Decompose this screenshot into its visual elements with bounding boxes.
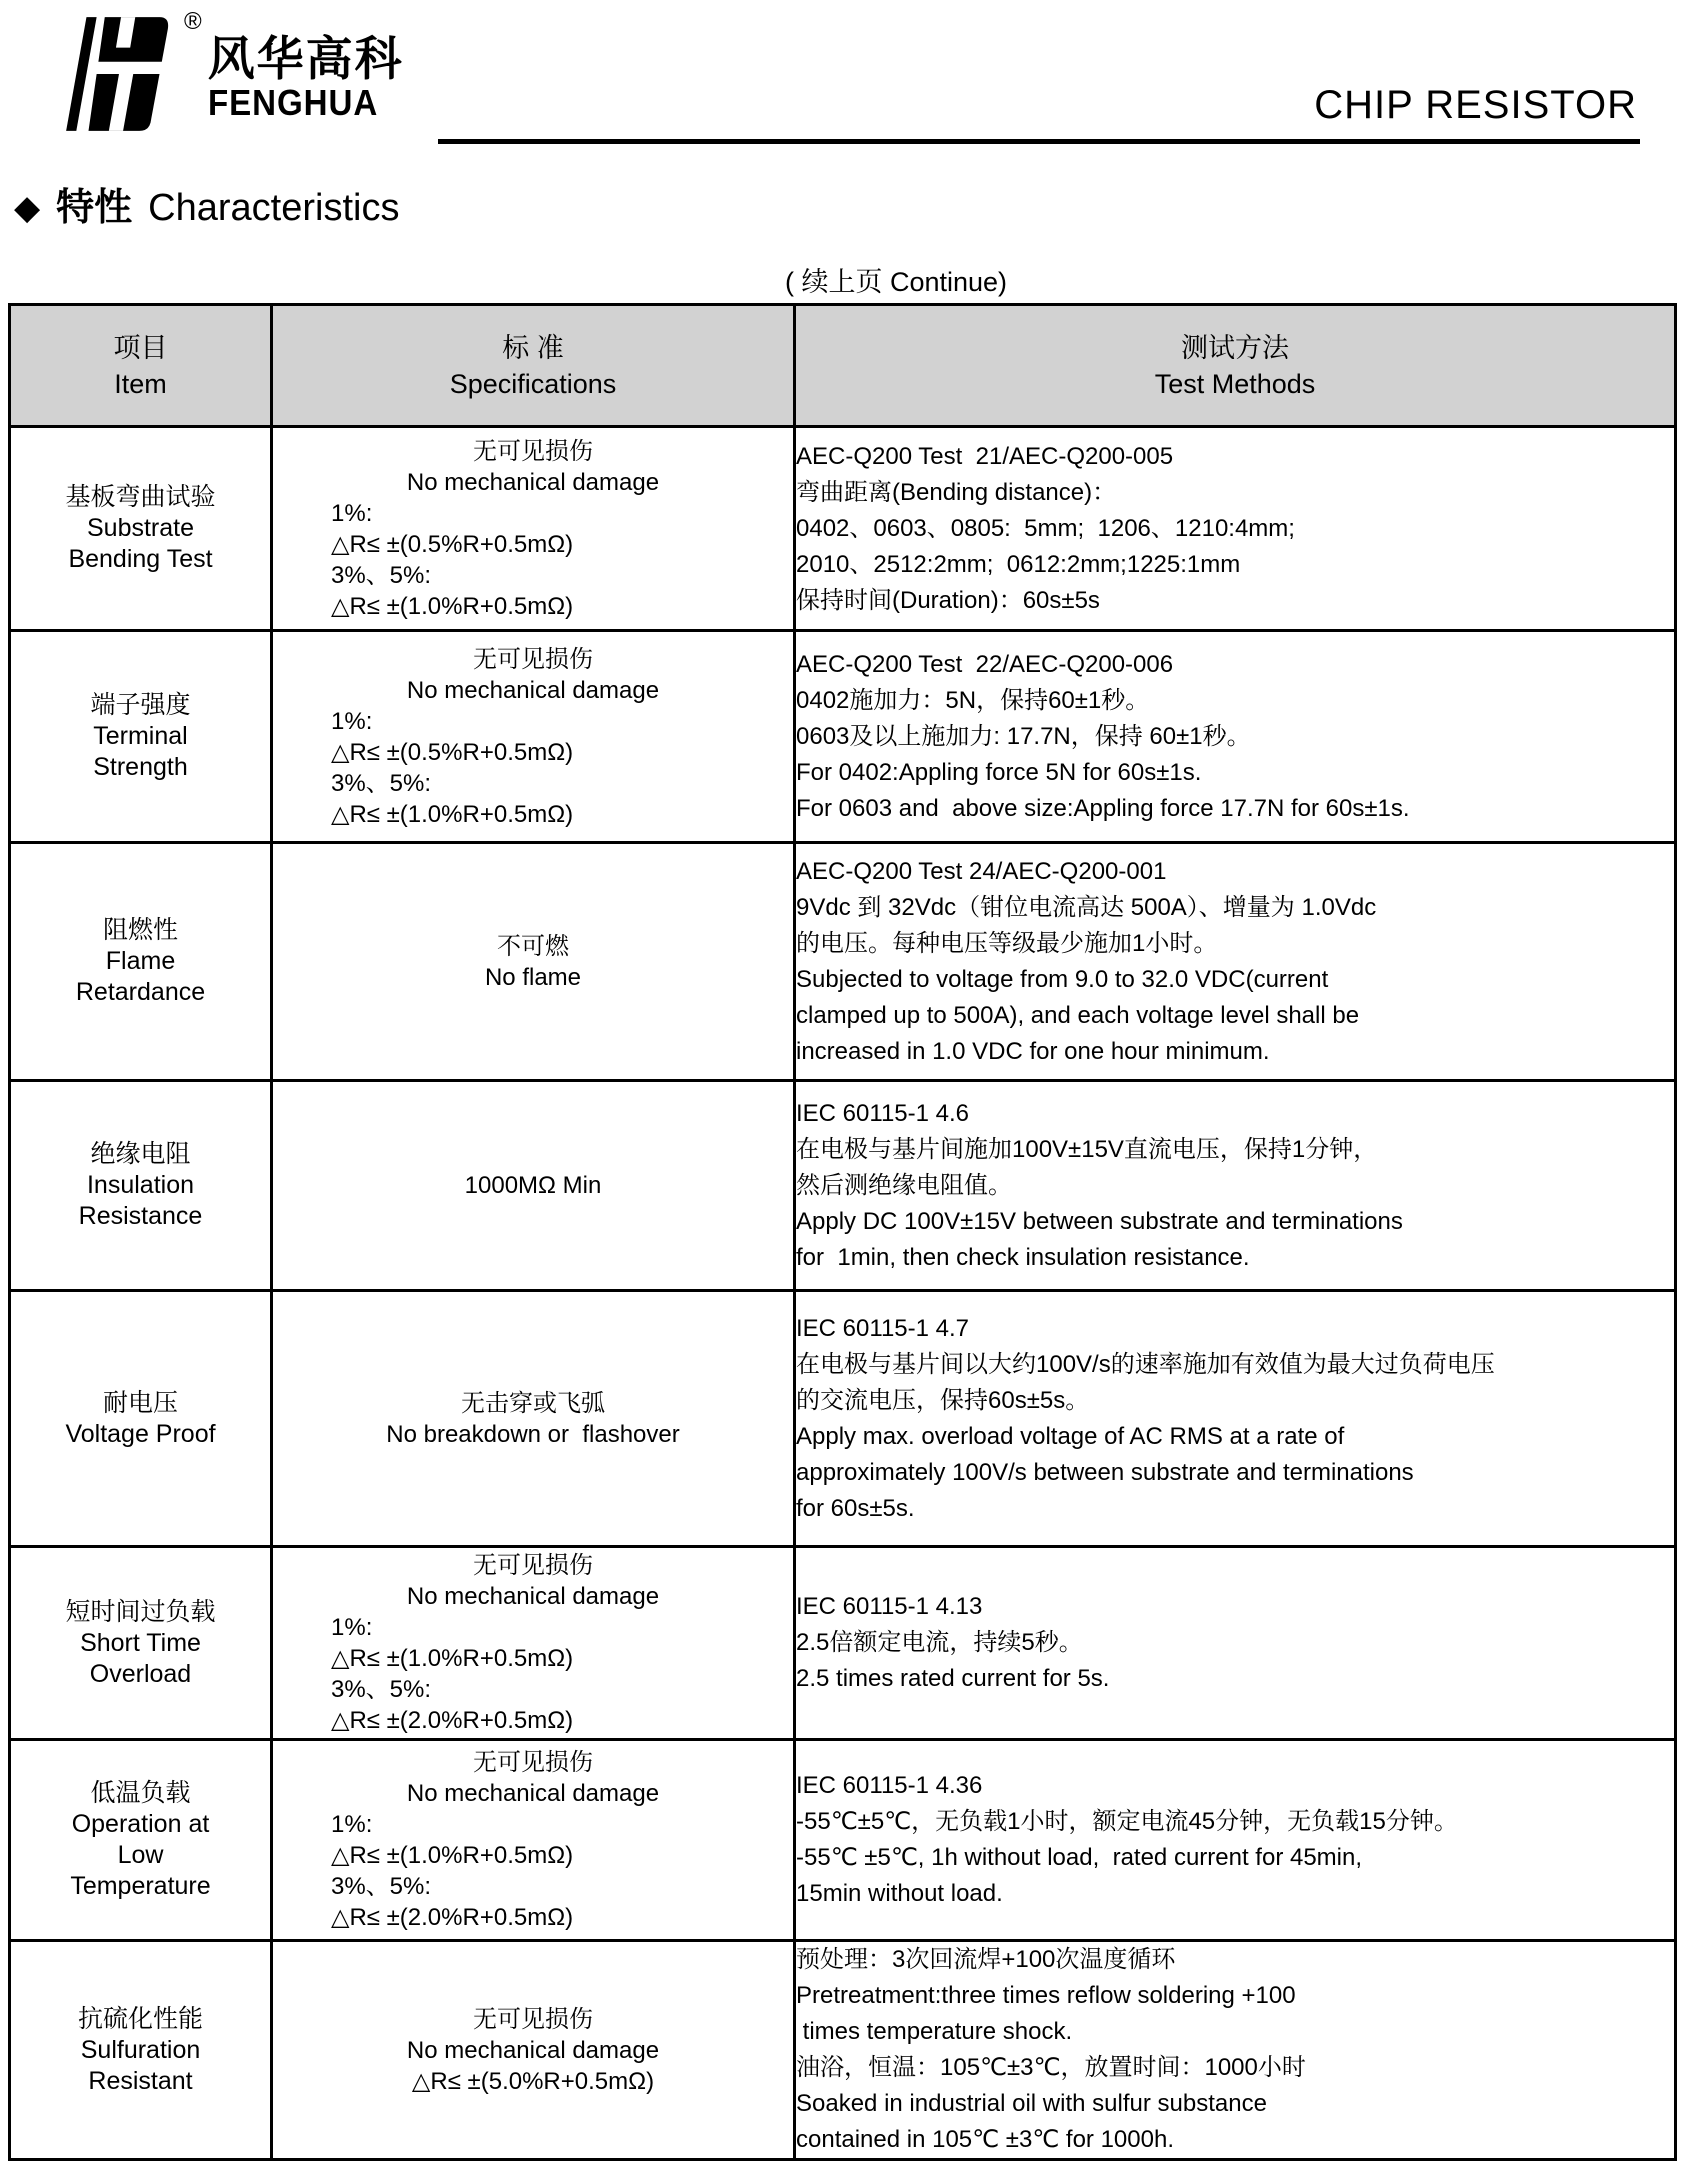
text-line: 2010、2512:2mm; 0612:2mm;1225:1mm: [796, 550, 1241, 578]
text-line: 油浴，恒温：105℃±3℃，放置时间：1000小时: [796, 2054, 1306, 2081]
spec-cell: [272, 1081, 795, 1291]
text-line: Voltage Proof: [65, 1419, 216, 1448]
text-line: 无击穿或飞弧: [461, 1389, 605, 1417]
text-line: 3%、5%:: [331, 1873, 432, 1900]
spec-left-lines: [273, 706, 793, 830]
header-row: [10, 305, 1676, 427]
text-line: increased in 1.0 VDC for one hour minimum.: [796, 1037, 1270, 1065]
text-line: IEC 60115-1 4.36: [796, 1772, 983, 1799]
text-line: Soaked in industrial oil with sulfur substance: [796, 2090, 1267, 2117]
text-line: 抗硫化性能: [77, 2004, 203, 2033]
text-line: 3%、5%:: [331, 561, 432, 589]
text-line: 耐电压: [102, 1388, 178, 1417]
spec-center-lines: [273, 931, 793, 993]
text-line: △R≤ ±(1.0%R+0.5mΩ): [331, 800, 574, 828]
text-line: 的电压。每种电压等级最少施加1小时。: [796, 929, 1218, 957]
text-line: contained in 105℃ ±3℃ for 1000h.: [796, 2126, 1174, 2153]
text-line: 1000MΩ Min: [464, 1172, 602, 1199]
table-row: [10, 1081, 1676, 1291]
col-header-en: Test Methods: [1154, 368, 1316, 399]
text-line: Temperature: [70, 1872, 211, 1900]
text-line: Resistant: [88, 2066, 193, 2095]
text-line: Retardance: [75, 978, 206, 1006]
methods-cell: [795, 1291, 1676, 1547]
section-title-zh: 特性: [56, 187, 133, 229]
methods-cell: [795, 1941, 1676, 2160]
brand-name-zh: 风华高科: [207, 32, 404, 85]
text-line: 基板弯曲试验: [65, 483, 216, 511]
text-line: 3%、5%:: [331, 1676, 432, 1703]
text-line: 2.5 times rated current for 5s.: [796, 1665, 1110, 1692]
table-body: [10, 427, 1676, 2160]
text-line: Operation at: [71, 1810, 210, 1838]
text-line: No flame: [484, 963, 582, 991]
text-line: Overload: [89, 1659, 192, 1688]
text-line: 2.5倍额定电流，持续5秒。: [796, 1629, 1083, 1656]
logo-text: [208, 34, 404, 122]
text-line: 保持时间(Duration)：60s±5s: [796, 586, 1100, 614]
text-line: △R≤ ±(2.0%R+0.5mΩ): [331, 1904, 574, 1931]
methods-cell: [795, 843, 1676, 1081]
text-line: Short Time: [80, 1628, 201, 1657]
table-row: [10, 427, 1676, 631]
text-line: Bending Test: [68, 545, 213, 573]
item-cell: [10, 1740, 272, 1941]
spec-center-lines: [273, 2004, 793, 2097]
text-line: Resistance: [78, 1202, 203, 1230]
item-cell: [10, 843, 272, 1081]
text-line: -55℃ ±5℃, 1h without load, rated current for 45min,: [796, 1844, 1363, 1871]
text-line: 0402、0603、0805: 5mm; 1206、1210:4mm;: [796, 514, 1295, 542]
spec-cell: [272, 427, 795, 631]
text-line: 端子强度: [90, 691, 191, 719]
text-line: △R≤ ±(0.5%R+0.5mΩ): [331, 738, 574, 766]
col-header-zh: 测试方法: [1181, 332, 1289, 363]
item-cell: [10, 631, 272, 843]
table-row: [10, 1547, 1676, 1740]
text-line: No mechanical damage: [406, 1780, 660, 1807]
text-line: IEC 60115-1 4.6: [796, 1099, 970, 1127]
text-line: 无可见损伤: [473, 1552, 593, 1579]
text-line: 1%:: [331, 499, 373, 527]
item-cell: [10, 427, 272, 631]
text-line: Subjected to voltage from 9.0 to 32.0 VDC(current: [796, 965, 1329, 993]
registered-trademark-icon: ®: [184, 8, 202, 35]
text-line: Insulation: [86, 1171, 195, 1199]
fenghua-logo: [58, 10, 404, 138]
table-row: [10, 1941, 1676, 2160]
spec-cell: [272, 1291, 795, 1547]
spec-cell: [272, 1740, 795, 1941]
text-line: 0603及以上施加力: 17.7N，保持 60±1秒。: [796, 722, 1251, 750]
characteristics-table: [8, 303, 1677, 2161]
text-line: 弯曲距离(Bending distance)：: [796, 478, 1117, 506]
text-line: IEC 60115-1 4.13: [796, 1593, 983, 1620]
text-line: 然后测绝缘电阻值。: [796, 1171, 1012, 1199]
text-line: times temperature shock.: [796, 2018, 1073, 2045]
text-line: △R≤ ±(1.0%R+0.5mΩ): [331, 592, 574, 620]
fenghua-logo-icon: [58, 10, 180, 138]
text-line: Substrate: [86, 514, 194, 542]
text-line: AEC-Q200 Test 21/AEC-Q200-005: [796, 442, 1174, 470]
text-line: Apply DC 100V±15V between substrate and terminations: [796, 1207, 1403, 1235]
text-line: 1%:: [331, 1614, 373, 1641]
text-line: 在电极与基片间施加100V±15V直流电压，保持1分钟，: [796, 1135, 1378, 1163]
text-line: No mechanical damage: [406, 1583, 660, 1610]
header-rule: [438, 139, 1640, 144]
spec-cell: [272, 1941, 795, 2160]
methods-cell: [795, 427, 1676, 631]
text-line: Low: [117, 1841, 164, 1869]
text-line: 1%:: [331, 707, 373, 735]
text-line: -55℃±5℃，无负载1小时，额定电流45分钟，无负载15分钟。: [796, 1808, 1458, 1835]
col-header-test-methods: [795, 305, 1676, 427]
spec-center-lines: [273, 1388, 793, 1450]
col-header-en: Specifications: [449, 368, 617, 399]
text-line: Flame: [105, 947, 176, 975]
text-line: △R≤ ±(1.0%R+0.5mΩ): [331, 1645, 574, 1672]
text-line: △R≤ ±(0.5%R+0.5mΩ): [331, 530, 574, 558]
text-line: AEC-Q200 Test 22/AEC-Q200-006: [796, 650, 1174, 678]
text-line: AEC-Q200 Test 24/AEC-Q200-001: [796, 857, 1167, 885]
text-line: 0402施加力：5N，保持60±1秒。: [796, 686, 1150, 714]
table-row: [10, 631, 1676, 843]
col-header-en: Item: [114, 368, 167, 399]
spec-cell: [272, 1547, 795, 1740]
text-line: 9Vdc 到 32Vdc（钳位电流高达 500A）、增量为 1.0Vdc: [796, 893, 1377, 921]
spec-center-lines: [273, 1170, 793, 1201]
methods-cell: [795, 1740, 1676, 1941]
text-line: clamped up to 500A), and each voltage level shall be: [796, 1001, 1360, 1029]
spec-left-lines: [273, 1612, 793, 1736]
text-line: 3%、5%:: [331, 769, 432, 797]
text-line: 1%:: [331, 1811, 373, 1838]
text-line: For 0402:Appling force 5N for 60s±1s.: [796, 758, 1202, 786]
text-line: 短时间过负载: [65, 1597, 216, 1626]
item-cell: [10, 1941, 272, 2160]
methods-cell: [795, 1081, 1676, 1291]
item-cell: [10, 1547, 272, 1740]
text-line: 阻燃性: [102, 916, 178, 944]
text-line: No mechanical damage: [406, 2036, 660, 2064]
text-line: IEC 60115-1 4.7: [796, 1314, 970, 1342]
spec-center-lines: [273, 1550, 793, 1612]
spec-center-lines: [273, 644, 793, 706]
text-line: 绝缘电阻: [90, 1140, 191, 1168]
text-line: Pretreatment:three times reflow soldering +100: [796, 1982, 1296, 2009]
text-line: 无可见损伤: [473, 437, 593, 465]
text-line: 不可燃: [497, 932, 569, 960]
text-line: 在电极与基片间以大约100V/s的速率施加有效值为最大过负荷电压: [796, 1350, 1495, 1378]
spec-cell: [272, 843, 795, 1081]
section-heading: [14, 184, 1682, 232]
table-header: [10, 305, 1676, 427]
col-header-item: [10, 305, 272, 427]
text-line: for 1min, then check insulation resistance.: [796, 1243, 1250, 1271]
text-line: 无可见损伤: [473, 645, 593, 673]
methods-cell: [795, 1547, 1676, 1740]
text-line: Apply max. overload voltage of AC RMS at a rate of: [796, 1422, 1345, 1450]
table-row: [10, 1291, 1676, 1547]
text-line: Terminal: [93, 722, 188, 750]
text-line: for 60s±5s.: [796, 1494, 915, 1522]
diamond-icon: ◆: [14, 189, 41, 227]
text-line: 15min without load.: [796, 1880, 1003, 1907]
brand-name-en: FENGHUA: [207, 82, 378, 123]
text-line: 的交流电压，保持60s±5s。: [796, 1386, 1090, 1414]
section-title-en: Characteristics: [148, 187, 400, 229]
col-header-zh: 标 准: [502, 332, 564, 363]
text-line: No mechanical damage: [406, 468, 660, 496]
text-line: 无可见损伤: [473, 1749, 593, 1776]
spec-cell: [272, 631, 795, 843]
text-line: 预处理：3次回流焊+100次温度循环: [796, 1946, 1176, 1973]
col-header-specifications: [272, 305, 795, 427]
text-line: No breakdown or flashover: [386, 1420, 680, 1448]
text-line: 无可见损伤: [473, 2005, 593, 2033]
table-row: [10, 843, 1676, 1081]
text-line: 低温负载: [90, 1779, 191, 1807]
spec-left-lines: [273, 1809, 793, 1933]
text-line: No mechanical damage: [406, 676, 660, 704]
text-line: △R≤ ±(5.0%R+0.5mΩ): [411, 2067, 655, 2095]
text-line: △R≤ ±(2.0%R+0.5mΩ): [331, 1707, 574, 1734]
table-row: [10, 1740, 1676, 1941]
text-line: Strength: [93, 753, 188, 781]
spec-center-lines: [273, 436, 793, 498]
continue-note: ( 续上页 Continue): [784, 267, 1008, 297]
page-title: CHIP RESISTOR: [1314, 83, 1637, 127]
methods-cell: [795, 631, 1676, 843]
text-line: For 0603 and above size:Appling force 17.7N for 60s±1s.: [796, 794, 1410, 822]
page-header: [0, 0, 1682, 150]
spec-center-lines: [273, 1747, 793, 1809]
text-line: approximately 100V/s between substrate and terminations: [796, 1458, 1414, 1486]
col-header-zh: 项目: [113, 332, 168, 363]
spec-left-lines: [273, 498, 793, 622]
text-line: △R≤ ±(1.0%R+0.5mΩ): [331, 1842, 574, 1869]
item-cell: [10, 1291, 272, 1547]
item-cell: [10, 1081, 272, 1291]
text-line: Sulfuration: [80, 2035, 201, 2064]
